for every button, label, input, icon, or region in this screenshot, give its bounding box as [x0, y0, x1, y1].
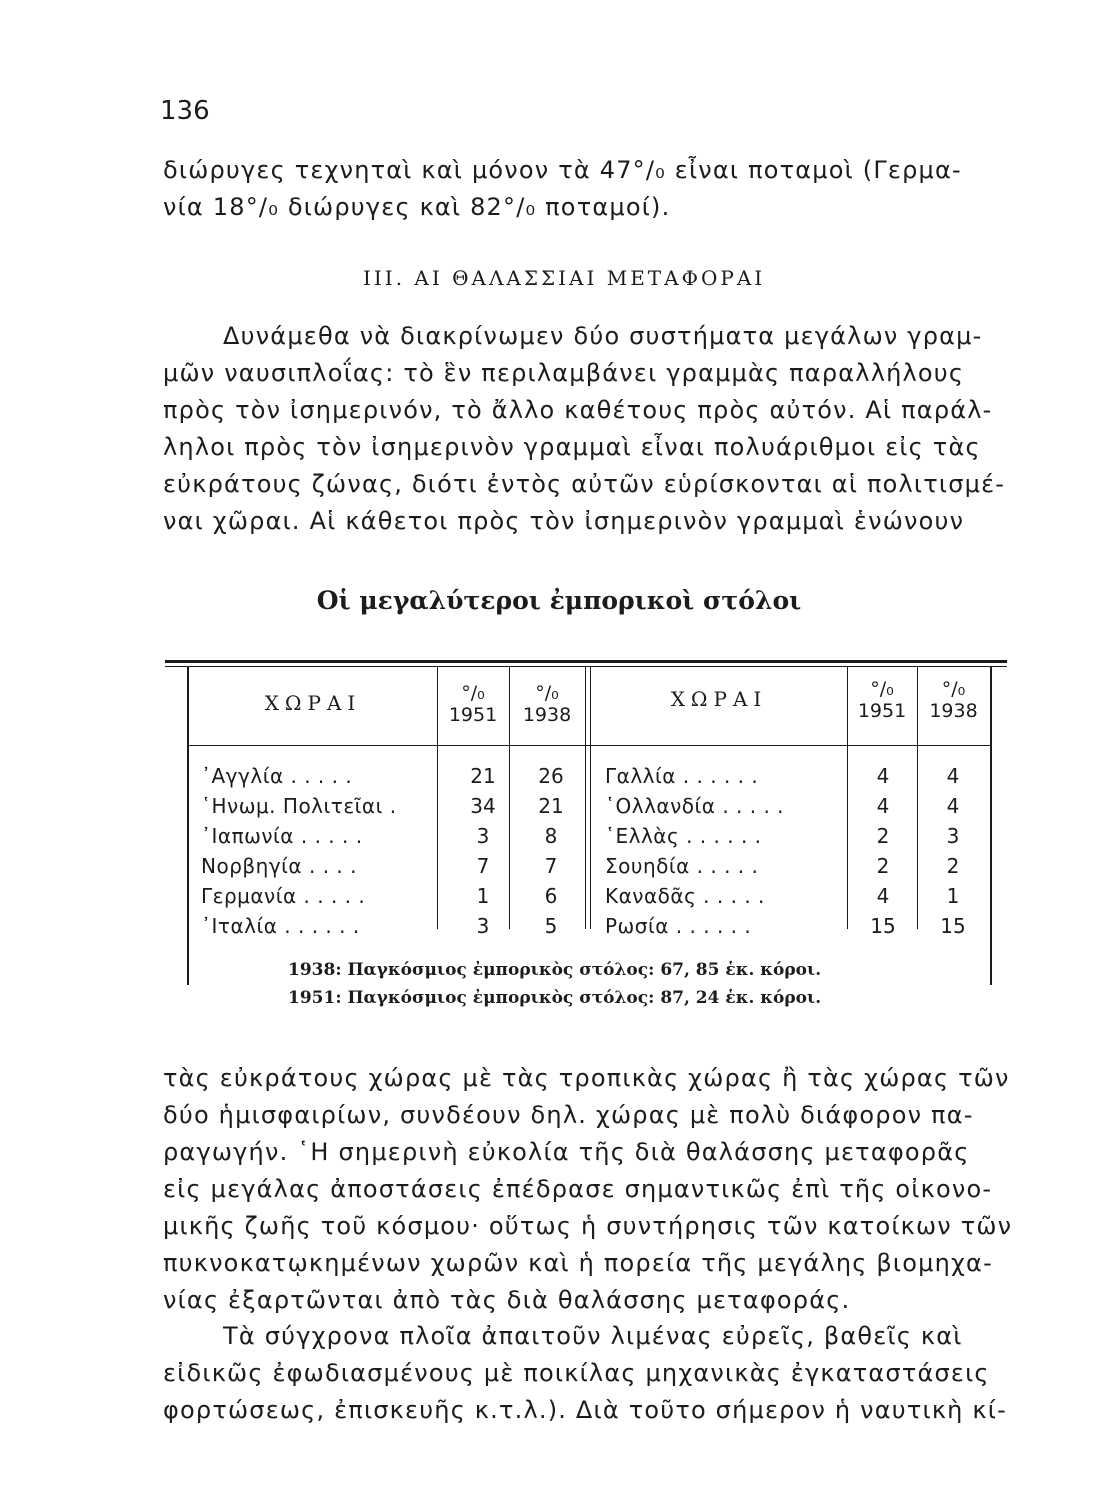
text-line: νία 18°/₀ διώρυγες καὶ 82°/₀ ποταμοί). [163, 193, 671, 221]
country-cell: ῾Ελλὰς . . . . . . [605, 824, 762, 848]
section-heading: ΙΙΙ. ΑΙ ΘΑΛΑΣΣΙΑΙ ΜΕΤΑΦΟΡΑΙ [363, 266, 766, 290]
country-cell: ᾿Ιταλία . . . . . . [201, 914, 360, 938]
text-line: πυκνοκατῳκημένων χωρῶν καὶ ἡ πορεία τῆς μεγάλης βιομηχα- [163, 1249, 993, 1277]
table-left-border [187, 667, 189, 985]
value-1938-cell: 21 [538, 794, 564, 818]
country-cell: Σουηδία . . . . . [605, 854, 759, 878]
text-line: ραγωγήν. ῾Η σημερινὴ εὐκολία τῆς διὰ θαλάσσης μεταφορᾶς [163, 1138, 970, 1166]
text-line: νίας ἐξαρτῶνται ἀπὸ τὰς διὰ θαλάσσης μεταφοράς. [163, 1286, 851, 1314]
value-1938-cell: 5 [544, 914, 558, 938]
country-cell: ῾Ηνωμ. Πολιτεῖαι . [201, 794, 397, 818]
value-1951-cell: 7 [476, 854, 490, 878]
value-1951-cell: 2 [876, 854, 890, 878]
country-cell: ᾿Αγγλία . . . . . [201, 764, 353, 788]
value-1951-cell: 2 [876, 824, 890, 848]
value-1951-cell: 1 [476, 884, 490, 908]
header-percent: °/₀ [535, 682, 559, 704]
text-line: πρὸς τὸν ἰσημερινόν, τὸ ἄλλο καθέτους πρὸς αὐτόν. Αἱ παράλ- [163, 396, 993, 424]
value-1938-cell: 1 [946, 884, 960, 908]
text-line: διώρυγες τεχνηταὶ καὶ μόνον τὰ 47°/₀ εἶναι ποταμοὶ (Γερμα- [163, 156, 962, 184]
value-1938-cell: 4 [946, 794, 960, 818]
paragraph-3 [163, 1060, 1013, 1319]
country-cell: Καναδᾶς . . . . . [605, 884, 765, 908]
text-line: εἰς μεγάλας ἀποστάσεις ἐπέδρασε σημαντικῶς ἐπὶ τῆς οἰκονο- [163, 1175, 993, 1203]
country-cell: Νορβηγία . . . . [201, 854, 357, 878]
text-line: δύο ἡμισφαιρίων, συνδέουν δηλ. χώρας μὲ πολὺ διάφορον πα- [163, 1101, 974, 1129]
value-1938-cell: 26 [538, 764, 564, 788]
merchant-fleets-table [165, 660, 1007, 990]
country-cell: Γερμανία . . . . . [201, 884, 366, 908]
country-cell: Ρωσία . . . . . . [605, 914, 752, 938]
header-percent: °/₀ [941, 678, 966, 700]
header-year-1951: 1951 [857, 700, 907, 722]
table-right-border [990, 667, 992, 985]
text-line: μῶν ναυσιπλοΐας: τὸ ἓν περιλαμβάνει γραμμὰς παραλλήλους [163, 359, 965, 387]
header-percent: °/₀ [461, 682, 485, 704]
paragraph-2 [163, 318, 1013, 540]
table-note-1938: 1938: Παγκόσμιος ἐμπορικὸς στόλος: 67, 85 ἑκ. κόροι. [288, 960, 822, 980]
paragraph-4 [163, 1318, 1013, 1429]
text-line: εὐκράτους ζώνας, διότι ἐντὸς αὐτῶν εὑρίσκονται αἱ πολιτισμέ- [163, 470, 1006, 498]
value-1951-cell: 15 [870, 914, 896, 938]
country-cell: Γαλλία . . . . . . [605, 764, 759, 788]
header-countries-right: ΧΩΡΑΙ [670, 687, 768, 711]
value-1951-cell: 3 [476, 914, 490, 938]
value-1951-cell: 21 [470, 764, 496, 788]
table-top-rule [165, 660, 1007, 663]
value-1951-cell: 4 [876, 794, 890, 818]
table-note-1951: 1951: Παγκόσμιος ἐμπορικὸς στόλος: 87, 24 ἑκ. κόροι. [288, 988, 822, 1008]
value-1938-cell: 3 [946, 824, 960, 848]
value-1951-cell: 3 [476, 824, 490, 848]
header-year-1938: 1938 [929, 700, 978, 722]
value-1938-cell: 4 [946, 764, 960, 788]
value-1951-cell: 4 [876, 764, 890, 788]
value-1938-cell: 2 [946, 854, 960, 878]
text-line: ναι χῶραι. Αἱ κάθετοι πρὸς τὸν ἰσημερινὸν γραμμαὶ ἑνώνουν [163, 507, 965, 535]
value-1938-cell: 7 [544, 854, 558, 878]
text-line: φορτώσεως, ἐπισκευῆς κ.τ.λ.). Διὰ τοῦτο σήμερον ἡ ναυτικὴ κί- [163, 1396, 1007, 1424]
country-cell: ᾿Ιαπωνία . . . . . [201, 824, 363, 848]
value-1938-cell: 15 [940, 914, 966, 938]
table-top-rule-thin [165, 666, 1007, 667]
column-divider [585, 667, 586, 929]
text-line: τὰς εὐκράτους χώρας μὲ τὰς τροπικὰς χώρας ἢ τὰς χώρας τῶν [163, 1064, 1010, 1092]
table-title: Οἱ μεγαλύτεροι ἐμπορικοὶ στόλοι [316, 586, 802, 615]
text-line: μικῆς ζωῆς τοῦ κόσμου· οὕτως ἡ συντήρησις τῶν κατοίκων τῶν [163, 1212, 1013, 1240]
page-number: 136 [160, 96, 210, 126]
value-1951-cell: 34 [470, 794, 496, 818]
value-1938-cell: 8 [544, 824, 558, 848]
header-year-1938: 1938 [522, 704, 572, 726]
paragraph-1 [163, 152, 1013, 226]
header-year-1951: 1951 [448, 704, 498, 726]
header-percent: °/₀ [870, 678, 894, 700]
text-line: ληλοι πρὸς τὸν ἰσημερινὸν γραμμαὶ εἶναι πολυάριθμοι εἰς τὰς [163, 433, 981, 461]
text-line: Δυνάμεθα νὰ διακρίνωμεν δύο συστήματα μεγάλων γραμ- [223, 322, 983, 350]
value-1951-cell: 4 [876, 884, 890, 908]
text-line: εἰδικῶς ἐφωδιασμένους μὲ ποικίλας μηχανικὰς ἐγκαταστάσεις [163, 1359, 990, 1387]
country-cell: ῾Ολλανδία . . . . . [605, 794, 785, 818]
value-1938-cell: 6 [544, 884, 558, 908]
text-line: Τὰ σύγχρονα πλοῖα ἀπαιτοῦν λιμένας εὐρεῖς, βαθεῖς καὶ [223, 1322, 963, 1350]
header-countries-left: ΧΩΡΑΙ [264, 691, 362, 715]
